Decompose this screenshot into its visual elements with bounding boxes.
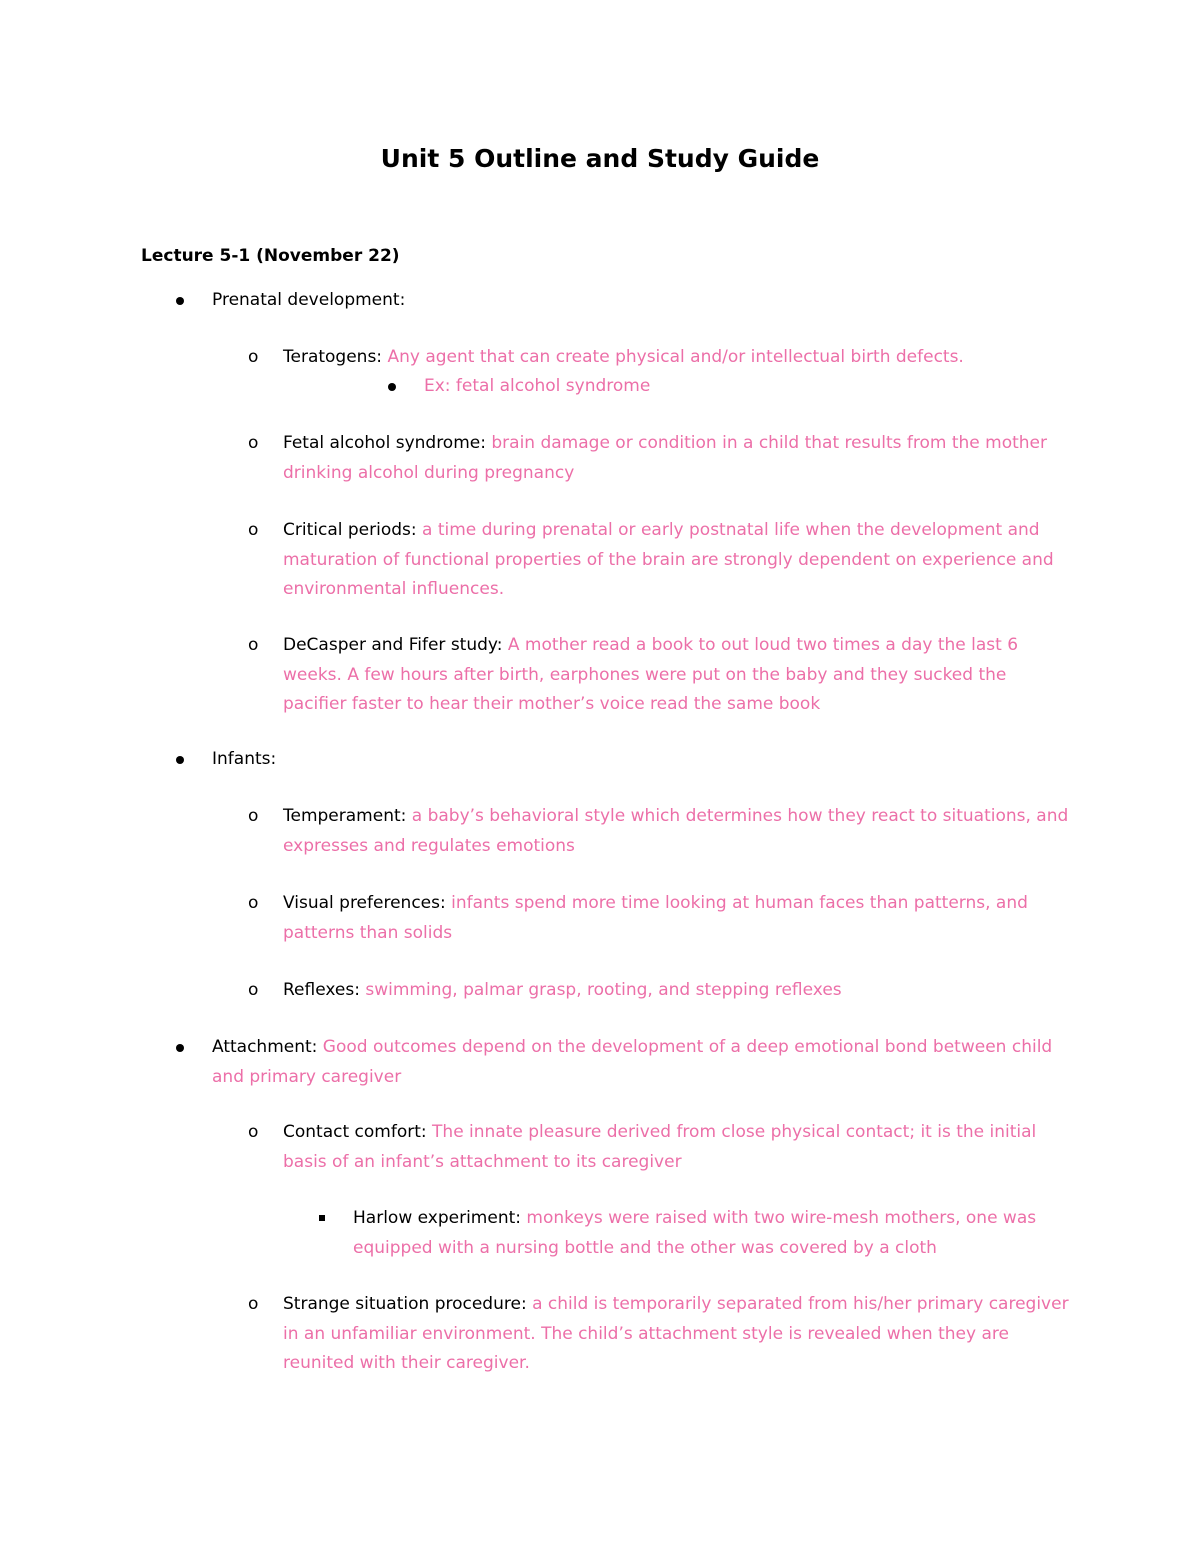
term: DeCasper and Fifer study: [283,635,503,655]
circle-bullet-icon: o [248,893,259,913]
bullet-icon [176,1044,184,1052]
critical-periods-item [283,516,1073,605]
definition: Good outcomes depend on the development of a deep emotional bond between child and primary caregiver [212,1037,1053,1087]
visual-preferences-item [283,889,1073,948]
term: Strange situation procedure: [283,1294,527,1314]
term: Attachment: [212,1037,318,1057]
definition: brain damage or condition in a child that results from the mother drinking alcohol during pregnancy [283,433,1047,483]
circle-bullet-icon: o [248,1294,259,1314]
term: Contact comfort: [283,1122,427,1142]
circle-bullet-icon: o [248,980,259,1000]
page-title: Unit 5 Outline and Study Guide [380,144,820,173]
square-bullet-icon [319,1215,325,1221]
definition: The innate pleasure derived from close physical contact; it is the initial basis of an infant’s attachment to its caregiver [283,1122,1037,1172]
term: Temperament: [283,806,407,826]
attachment-item [212,1033,1072,1092]
decasper-item [283,631,1073,720]
term: Fetal alcohol syndrome: [283,433,486,453]
harlow-item [353,1204,1073,1263]
circle-bullet-icon: o [248,1122,259,1142]
circle-bullet-icon: o [248,635,259,655]
strange-situation-item [283,1290,1073,1379]
definition: Any agent that can create physical and/or intellectual birth defects. [382,347,964,367]
lecture-heading: Lecture 5-1 (November 22) [141,246,400,266]
bullet-icon [176,297,184,305]
circle-bullet-icon: o [248,806,259,826]
term: Teratogens: [283,347,383,367]
term: Critical periods: [283,520,417,540]
section-prenatal-label: Prenatal development: [212,290,406,310]
reflexes-item [283,976,1073,1006]
circle-bullet-icon: o [248,347,259,367]
contact-comfort-item [283,1118,1073,1177]
teratogens-item [283,343,1073,373]
term: Harlow experiment: [353,1208,521,1228]
fas-item [283,429,1073,488]
definition: infants spend more time looking at human faces than patterns, and patterns than solids [283,893,1028,943]
definition: a child is temporarily separated from his/her primary caregiver in an unfamiliar environment. The child’s attachment style is revealed when they are reunited with their caregiver. [283,1294,1069,1373]
definition: a baby’s behavioral style which determines how they react to situations, and expresses and regulates emotions [283,806,1069,856]
definition: monkeys were raised with two wire-mesh mothers, one was equipped with a nursing bottle and the other was covered by a cloth [353,1208,1037,1258]
definition: A mother read a book to out loud two times a day the last 6 weeks. A few hours after birth, earphones were put on the baby and they sucked the pacifier faster to hear their mother’s voice read the same book [283,635,1019,714]
bullet-icon [388,383,396,391]
circle-bullet-icon: o [248,433,259,453]
bullet-icon [176,756,184,764]
definition: a time during prenatal or early postnatal life when the development and maturation of functional properties of the brain are strongly dependent on experience and environmental influences. [283,520,1054,599]
definition: swimming, palmar grasp, rooting, and stepping reflexes [359,980,842,1000]
term: Reflexes: [283,980,360,1000]
term: Visual preferences: [283,893,446,913]
temperament-item [283,802,1073,861]
circle-bullet-icon: o [248,520,259,540]
teratogens-example: Ex: fetal alcohol syndrome [424,376,651,396]
section-infants-label: Infants: [212,749,277,769]
